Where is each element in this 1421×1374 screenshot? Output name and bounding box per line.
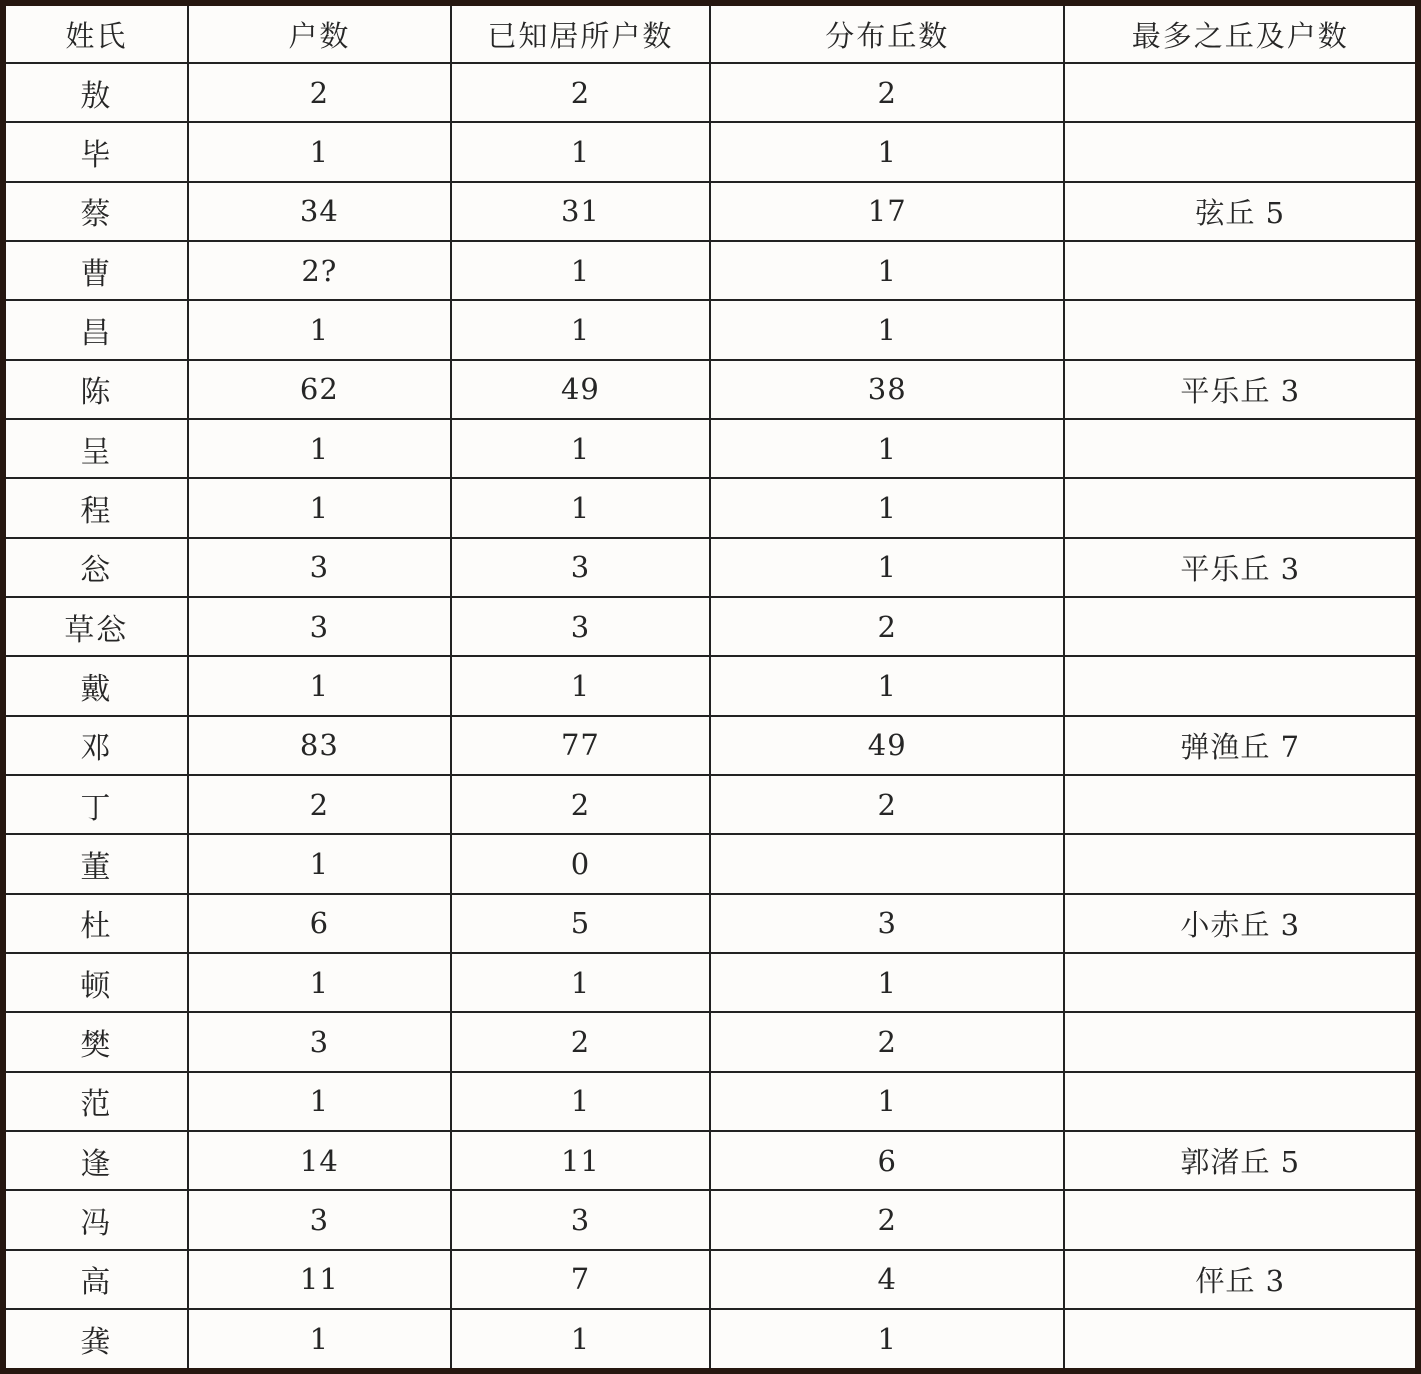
table-cell: 1 (710, 538, 1065, 597)
surname-cell: 陈 (3, 360, 188, 419)
column-header-4: 最多之丘及户数 (1064, 3, 1418, 63)
table-cell (1064, 953, 1418, 1012)
table-cell: 11 (451, 1131, 710, 1190)
table-cell (1064, 300, 1418, 359)
table-cell: 1 (451, 241, 710, 300)
surname-cell: 龚 (3, 1309, 188, 1371)
surname-cell: 呈 (3, 419, 188, 478)
table-row (3, 122, 1418, 181)
table-cell: 1 (188, 656, 451, 715)
table-cell: 62 (188, 360, 451, 419)
table-cell: 49 (451, 360, 710, 419)
table-row (3, 360, 1418, 419)
table-cell: 3 (188, 538, 451, 597)
table-cell: 1 (710, 656, 1065, 715)
surname-cell: 草忩 (3, 597, 188, 656)
table-cell: 1 (188, 300, 451, 359)
table-cell: 2 (710, 775, 1065, 834)
surname-cell: 忩 (3, 538, 188, 597)
surname-cell: 毕 (3, 122, 188, 181)
table-row (3, 834, 1418, 893)
table-cell: 2? (188, 241, 451, 300)
table-row (3, 1190, 1418, 1249)
table-cell: 弹渔丘 7 (1064, 716, 1418, 775)
table-cell: 2 (710, 1012, 1065, 1071)
surname-cell: 范 (3, 1072, 188, 1131)
table-cell: 3 (451, 1190, 710, 1249)
table-cell: 伻丘 3 (1064, 1250, 1418, 1309)
table-cell: 3 (188, 1012, 451, 1071)
surname-cell: 杜 (3, 894, 188, 953)
surname-cell: 昌 (3, 300, 188, 359)
table-cell: 1 (451, 478, 710, 537)
table-cell: 1 (710, 419, 1065, 478)
table-cell: 1 (710, 953, 1065, 1012)
table-cell (1064, 419, 1418, 478)
table-cell (1064, 1190, 1418, 1249)
table-cell (710, 834, 1065, 893)
surname-cell: 樊 (3, 1012, 188, 1071)
table-cell: 1 (188, 953, 451, 1012)
table-cell: 2 (188, 775, 451, 834)
table-cell: 1 (188, 1072, 451, 1131)
table-cell: 2 (451, 63, 710, 122)
table-cell: 49 (710, 716, 1065, 775)
surname-cell: 程 (3, 478, 188, 537)
table-cell: 2 (710, 1190, 1065, 1249)
table-cell: 2 (451, 1012, 710, 1071)
table-cell: 31 (451, 182, 710, 241)
table-row (3, 1072, 1418, 1131)
table-cell: 1 (451, 419, 710, 478)
table-cell: 1 (188, 478, 451, 537)
table-cell: 3 (710, 894, 1065, 953)
table-row (3, 894, 1418, 953)
table-cell: 1 (188, 1309, 451, 1371)
table-cell: 2 (710, 597, 1065, 656)
table-cell: 11 (188, 1250, 451, 1309)
table-cell: 7 (451, 1250, 710, 1309)
header-row (3, 3, 1418, 63)
table-row (3, 1131, 1418, 1190)
surname-cell: 戴 (3, 656, 188, 715)
table-cell: 平乐丘 3 (1064, 360, 1418, 419)
table-cell: 6 (188, 894, 451, 953)
table-row (3, 1309, 1418, 1371)
column-header-0: 姓氏 (3, 3, 188, 63)
column-header-2: 已知居所户数 (451, 3, 710, 63)
table-cell (1064, 1012, 1418, 1071)
table-row (3, 419, 1418, 478)
surname-cell: 顿 (3, 953, 188, 1012)
table-row (3, 656, 1418, 715)
table-row (3, 1012, 1418, 1071)
table-cell: 1 (188, 122, 451, 181)
table-cell: 1 (710, 1072, 1065, 1131)
table-cell: 1 (451, 122, 710, 181)
table-cell: 1 (451, 1072, 710, 1131)
table-cell (1064, 775, 1418, 834)
table-cell: 2 (710, 63, 1065, 122)
table-cell: 1 (710, 300, 1065, 359)
surname-cell: 邓 (3, 716, 188, 775)
table-cell (1064, 1072, 1418, 1131)
table-cell: 1 (188, 419, 451, 478)
surname-cell: 蔡 (3, 182, 188, 241)
table-row (3, 1250, 1418, 1309)
table-cell (1064, 63, 1418, 122)
table-cell: 34 (188, 182, 451, 241)
table-cell: 3 (451, 597, 710, 656)
table-cell: 1 (451, 953, 710, 1012)
table-cell: 1 (451, 1309, 710, 1371)
table-cell (1064, 122, 1418, 181)
table-cell: 1 (451, 656, 710, 715)
table-cell: 77 (451, 716, 710, 775)
table-cell (1064, 597, 1418, 656)
table-row (3, 300, 1418, 359)
table-cell: 小赤丘 3 (1064, 894, 1418, 953)
table-cell (1064, 241, 1418, 300)
table-cell: 3 (451, 538, 710, 597)
table-row (3, 775, 1418, 834)
surname-cell: 曹 (3, 241, 188, 300)
table-cell: 6 (710, 1131, 1065, 1190)
table-cell: 83 (188, 716, 451, 775)
column-header-1: 户数 (188, 3, 451, 63)
table-cell: 1 (710, 478, 1065, 537)
surname-cell: 高 (3, 1250, 188, 1309)
table-cell: 0 (451, 834, 710, 893)
table-cell: 5 (451, 894, 710, 953)
table-cell: 3 (188, 1190, 451, 1249)
column-header-3: 分布丘数 (710, 3, 1065, 63)
surname-cell: 丁 (3, 775, 188, 834)
table-row (3, 182, 1418, 241)
table-cell: 3 (188, 597, 451, 656)
table-cell: 1 (451, 300, 710, 359)
table-cell (1064, 1309, 1418, 1371)
table-row (3, 597, 1418, 656)
table-row (3, 716, 1418, 775)
table-cell: 2 (188, 63, 451, 122)
table-cell: 14 (188, 1131, 451, 1190)
surname-cell: 冯 (3, 1190, 188, 1249)
table-row (3, 953, 1418, 1012)
surname-cell: 敖 (3, 63, 188, 122)
table-cell (1064, 478, 1418, 537)
table-cell: 1 (188, 834, 451, 893)
table-cell: 4 (710, 1250, 1065, 1309)
table-row (3, 241, 1418, 300)
table-cell: 2 (451, 775, 710, 834)
table-cell: 平乐丘 3 (1064, 538, 1418, 597)
table-cell (1064, 834, 1418, 893)
table-cell: 郭渚丘 5 (1064, 1131, 1418, 1190)
table-cell: 1 (710, 1309, 1065, 1371)
table-cell: 弦丘 5 (1064, 182, 1418, 241)
surname-cell: 董 (3, 834, 188, 893)
surname-cell: 逢 (3, 1131, 188, 1190)
table-body (3, 63, 1418, 1371)
table-cell: 1 (710, 241, 1065, 300)
table-cell: 1 (710, 122, 1065, 181)
table-cell (1064, 656, 1418, 715)
table-cell: 38 (710, 360, 1065, 419)
table-row (3, 478, 1418, 537)
table-cell: 17 (710, 182, 1065, 241)
table-row (3, 538, 1418, 597)
table-row (3, 63, 1418, 122)
